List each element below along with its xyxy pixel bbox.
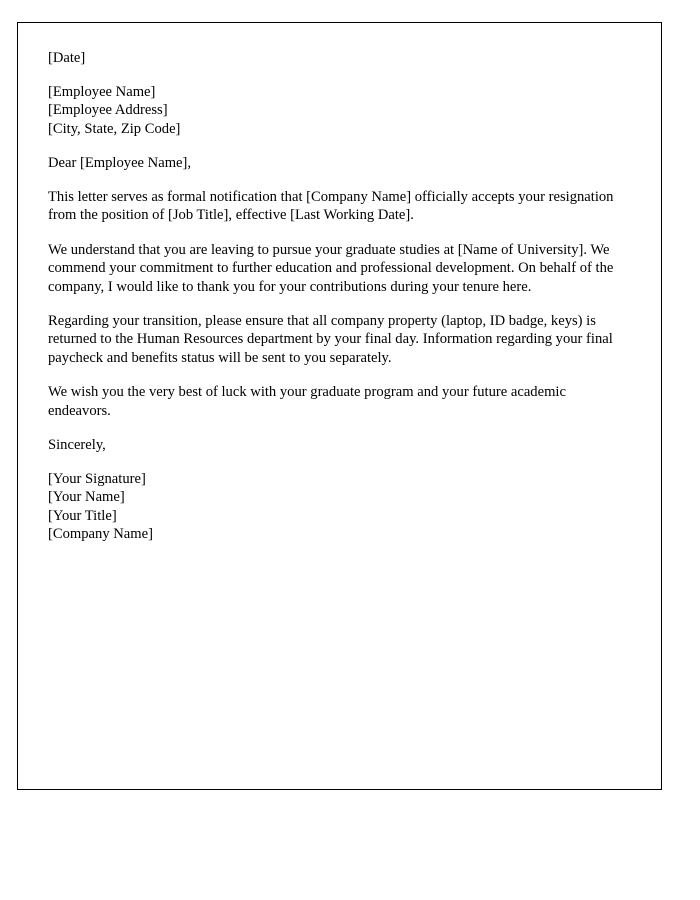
signature-block xyxy=(48,470,629,543)
closing xyxy=(48,436,629,454)
signature-placeholder: [Your Signature] xyxy=(48,471,146,488)
date-line xyxy=(48,49,629,67)
letter-page xyxy=(17,22,662,790)
paragraph-1: This letter serves as formal notification that [Company Name] officially accepts your resignation from the position of [Job Title], effective [Last Working Date]. xyxy=(48,189,614,224)
sender-company: [Company Name] xyxy=(48,525,153,542)
date-text: [Date] xyxy=(48,50,86,66)
sender-name: [Your Name] xyxy=(48,489,125,506)
closing-text: Sincerely, xyxy=(48,437,106,454)
salutation xyxy=(48,154,629,172)
recipient-address-block xyxy=(48,83,629,138)
paragraph-3: Regarding your transition, please ensure that all company property (laptop, ID badge, keys) is returned to the Human Resources department by your final day. Information regarding your final paycheck and benefits status will be sent to you separately. xyxy=(48,313,613,366)
salutation-text: Dear [Employee Name], xyxy=(48,154,192,171)
paragraph-2: We understand that you are leaving to pursue your graduate studies at [Name of University]. We commend your commitment to further education and professional development. On behalf of the company, I would like to thank you for your contributions during your tenure here. xyxy=(48,241,614,295)
recipient-city-state-zip: [City, State, Zip Code] xyxy=(48,120,181,137)
recipient-address: [Employee Address] xyxy=(48,102,168,119)
paragraph-4: We wish you the very best of luck with your graduate program and your future academic endeavors. xyxy=(48,384,566,419)
recipient-name: [Employee Name] xyxy=(48,84,156,101)
letter-body xyxy=(18,23,661,543)
sender-title: [Your Title] xyxy=(48,507,117,524)
